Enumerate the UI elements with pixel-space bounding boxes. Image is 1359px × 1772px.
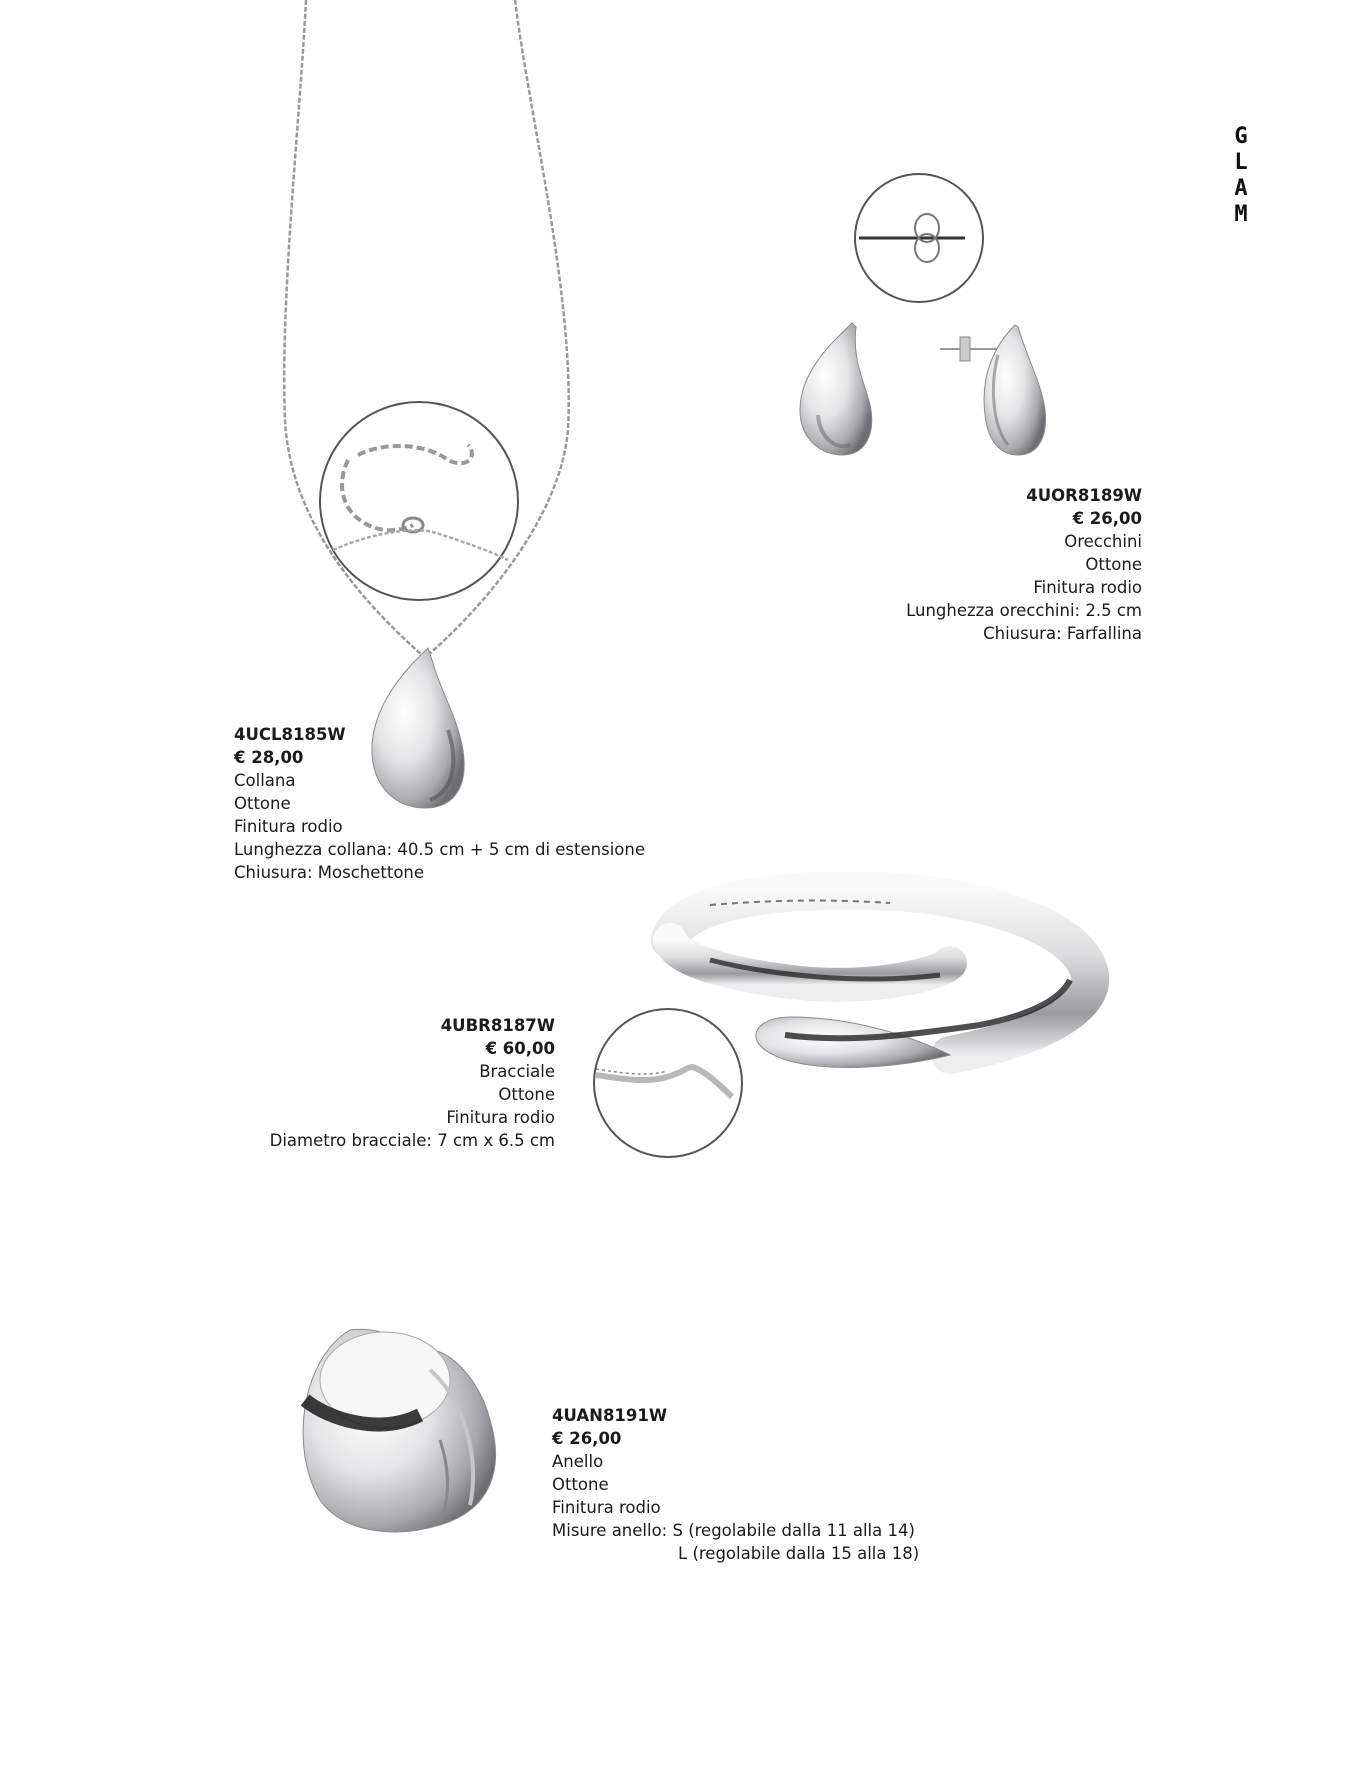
product-material: Ottone xyxy=(552,1475,609,1494)
product-closure: Chiusura: Farfallina xyxy=(983,624,1142,643)
product-price: € 26,00 xyxy=(552,1429,622,1448)
product-type: Bracciale xyxy=(479,1062,555,1081)
collection-letter: A xyxy=(1234,176,1248,201)
product-finish: Finitura rodio xyxy=(446,1108,555,1127)
earring-back-detail-image xyxy=(853,172,985,304)
product-code: 4UAN8191W xyxy=(552,1406,668,1425)
product-finish: Finitura rodio xyxy=(552,1498,661,1517)
product-code: 4UCL8185W xyxy=(234,725,346,744)
product-size: Diametro bracciale: 7 cm x 6.5 cm xyxy=(269,1131,555,1150)
product-size: Lunghezza collana: 40.5 cm + 5 cm di estensione xyxy=(234,840,645,859)
product-finish: Finitura rodio xyxy=(1033,578,1142,597)
product-type: Anello xyxy=(552,1452,604,1471)
product-price: € 26,00 xyxy=(1072,509,1142,528)
collection-letter: M xyxy=(1234,202,1248,227)
collection-letter: L xyxy=(1234,150,1248,175)
product-size-alt: L (regolabile dalla 15 alla 18) xyxy=(678,1544,920,1563)
product-price: € 60,00 xyxy=(485,1039,555,1058)
product-size: Misure anello: S (regolabile dalla 11 alla 14) xyxy=(552,1521,915,1540)
earrings-image xyxy=(790,315,1070,465)
clasp-detail-image xyxy=(318,400,520,602)
necklace-info xyxy=(234,723,645,884)
necklace-image xyxy=(0,0,1359,820)
ring-info xyxy=(552,1404,919,1565)
bracelet-detail-image xyxy=(592,1007,744,1159)
product-material: Ottone xyxy=(234,794,291,813)
product-code: 4UBR8187W xyxy=(440,1016,555,1035)
collection-letter: G xyxy=(1234,124,1248,149)
product-price: € 28,00 xyxy=(234,748,304,767)
ring-image xyxy=(290,1310,505,1540)
product-type: Collana xyxy=(234,771,296,790)
product-size: Lunghezza orecchini: 2.5 cm xyxy=(906,601,1142,620)
product-material: Ottone xyxy=(1085,555,1142,574)
earrings-info xyxy=(906,484,1142,645)
bracelet-info xyxy=(270,1014,555,1152)
product-type: Orecchini xyxy=(1064,532,1142,551)
product-finish: Finitura rodio xyxy=(234,817,343,836)
product-code: 4UOR8189W xyxy=(1026,486,1142,505)
product-material: Ottone xyxy=(498,1085,555,1104)
product-closure: Chiusura: Moschettone xyxy=(234,863,425,882)
